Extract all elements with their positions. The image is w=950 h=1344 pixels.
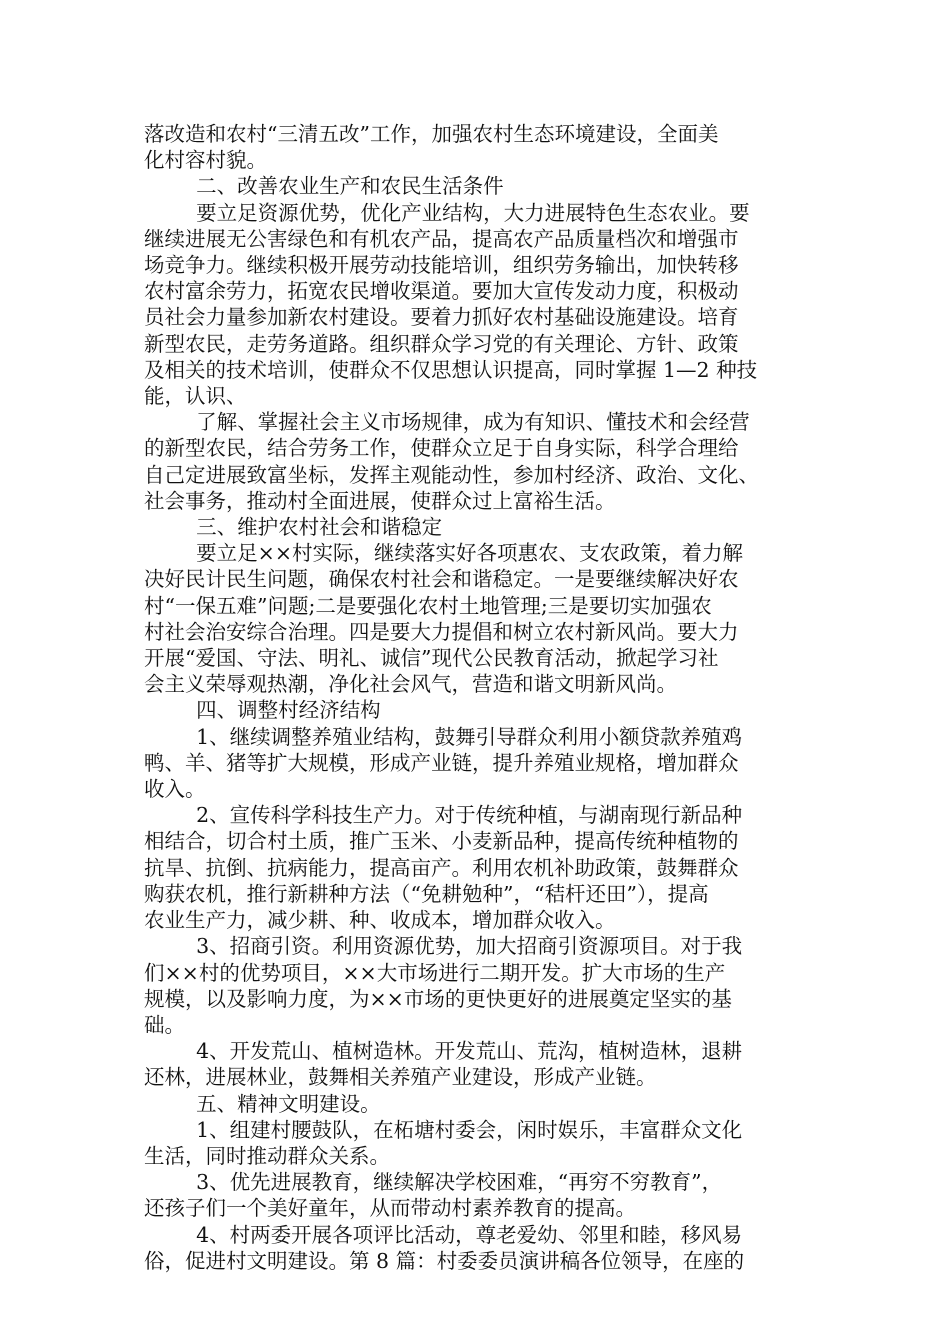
text-line: 1、组建村腰鼓队，在柘塘村委会，闲时娱乐，丰富群众文化 [144,1117,743,1142]
text-line: 础。 [144,1012,185,1037]
text-line: 生活，同时推动群众关系。 [144,1143,390,1168]
text-line: 村社会治安综合治理。四是要大力提倡和树立农村新风尚。要大力 [144,619,739,644]
text-line: 要立足××村实际，继续落实好各项惠农、支农政策，着力解 [144,541,743,566]
text-line: 还孩子们一个美好童年，从而带动村素养教育的提高。 [144,1196,636,1221]
section-heading: 二、改善农业生产和农民生活条件 [144,174,504,199]
text-line: 继续进展无公害绿色和有机农产品，提高农产品质量档次和增强市 [144,226,739,251]
text-line: 了解、掌握社会主义市场规律，成为有知识、懂技术和会经营 [144,410,750,435]
document-body [144,121,810,1274]
text-line: 村“一保五难”问题;二是要强化农村土地管理;三是要切实加强农 [144,593,712,618]
text-line: 规模，以及影响力度，为××市场的更快更好的进展奠定坚实的基 [144,986,732,1011]
text-line: 及相关的技术培训，使群众不仅思想认识提高，同时掌握 1—2 种技 [144,357,758,382]
text-line: 场竞争力。继续积极开展劳动技能培训，组织劳务输出，加快转移 [144,253,739,278]
text-line: 开展“爱国、守法、明礼、诚信”现代公民教育活动，掀起学习社 [144,646,719,671]
text-line: 相结合，切合村土质，推广玉米、小麦新品种，提高传统种植物的 [144,829,739,854]
text-line: 还林，进展林业，鼓舞相关养殖产业建设，形成产业链。 [144,1065,657,1090]
section-heading: 三、维护农村社会和谐稳定 [144,515,443,540]
text-line: 3、招商引资。利用资源优势，加大招商引资源项目。对于我 [144,934,743,959]
text-line: 自己定进展致富坐标，发挥主观能动性，参加村经济、政治、文化、 [144,462,759,487]
text-line: 农村富余劳力，拓宽农民增收渠道。要加大宣传发动力度，积极动 [144,279,739,304]
text-line: 2、宣传科学科技生产力。对于传统种植，与湖南现行新品种 [144,803,743,828]
text-line: 能，认识、 [144,384,247,409]
text-line: 3、优先进展教育，继续解决学校困难，“再穷不穷教育”， [144,1170,723,1195]
text-line: 们××村的优势项目，××大市场进行二期开发。扩大市场的生产 [144,960,726,985]
text-line: 4、村两委开展各项评比活动，尊老爱幼、邻里和睦，移风易 [144,1222,743,1247]
text-line: 化村容村貌。 [144,148,267,173]
text-line: 购获农机，推行新耕种方法（“免耕勉种”，“秸杆还田”），提高 [144,881,709,906]
text-line: 社会事务，推动村全面进展，使群众过上富裕生活。 [144,488,616,513]
text-line: 新型农民，走劳务道路。组织群众学习党的有关理论、方针、政策 [144,331,739,356]
text-line: 农业生产力，减少耕、种、收成本，增加群众收入。 [144,908,616,933]
section-heading: 四、调整村经济结构 [144,698,381,723]
text-line: 要立足资源优势，优化产业结构，大力进展特色生态农业。要 [144,200,750,225]
text-line: 的新型农民，结合劳务工作，使群众立足于自身实际，科学合理给 [144,436,739,461]
section-heading: 五、精神文明建设。 [144,1091,381,1116]
text-line: 收入。 [144,777,206,802]
text-line: 俗，促进村文明建设。第 8 篇：村委委员演讲稿各位领导，在座的 [144,1248,745,1273]
text-line: 员社会力量参加新农村建设。要着力抓好农村基础设施建设。培育 [144,305,739,330]
text-line: 抗旱、抗倒、抗病能力，提高亩产。利用农机补助政策，鼓舞群众 [144,855,739,880]
text-line: 鸭、羊、猪等扩大规模，形成产业链，提升养殖业规格，增加群众 [144,750,739,775]
text-line: 4、开发荒山、植树造林。开发荒山、荒沟，植树造林，退耕 [144,1039,743,1064]
text-line: 落改造和农村“三清五改”工作，加强农村生态环境建设，全面美 [144,122,719,146]
text-line: 会主义荣辱观热潮，净化社会风气，营造和谐文明新风尚。 [144,672,677,697]
text-line: 1、继续调整养殖业结构，鼓舞引导群众利用小额贷款养殖鸡 [144,724,743,749]
text-line: 决好民计民生问题，确保农村社会和谐稳定。一是要继续解决好农 [144,567,739,592]
